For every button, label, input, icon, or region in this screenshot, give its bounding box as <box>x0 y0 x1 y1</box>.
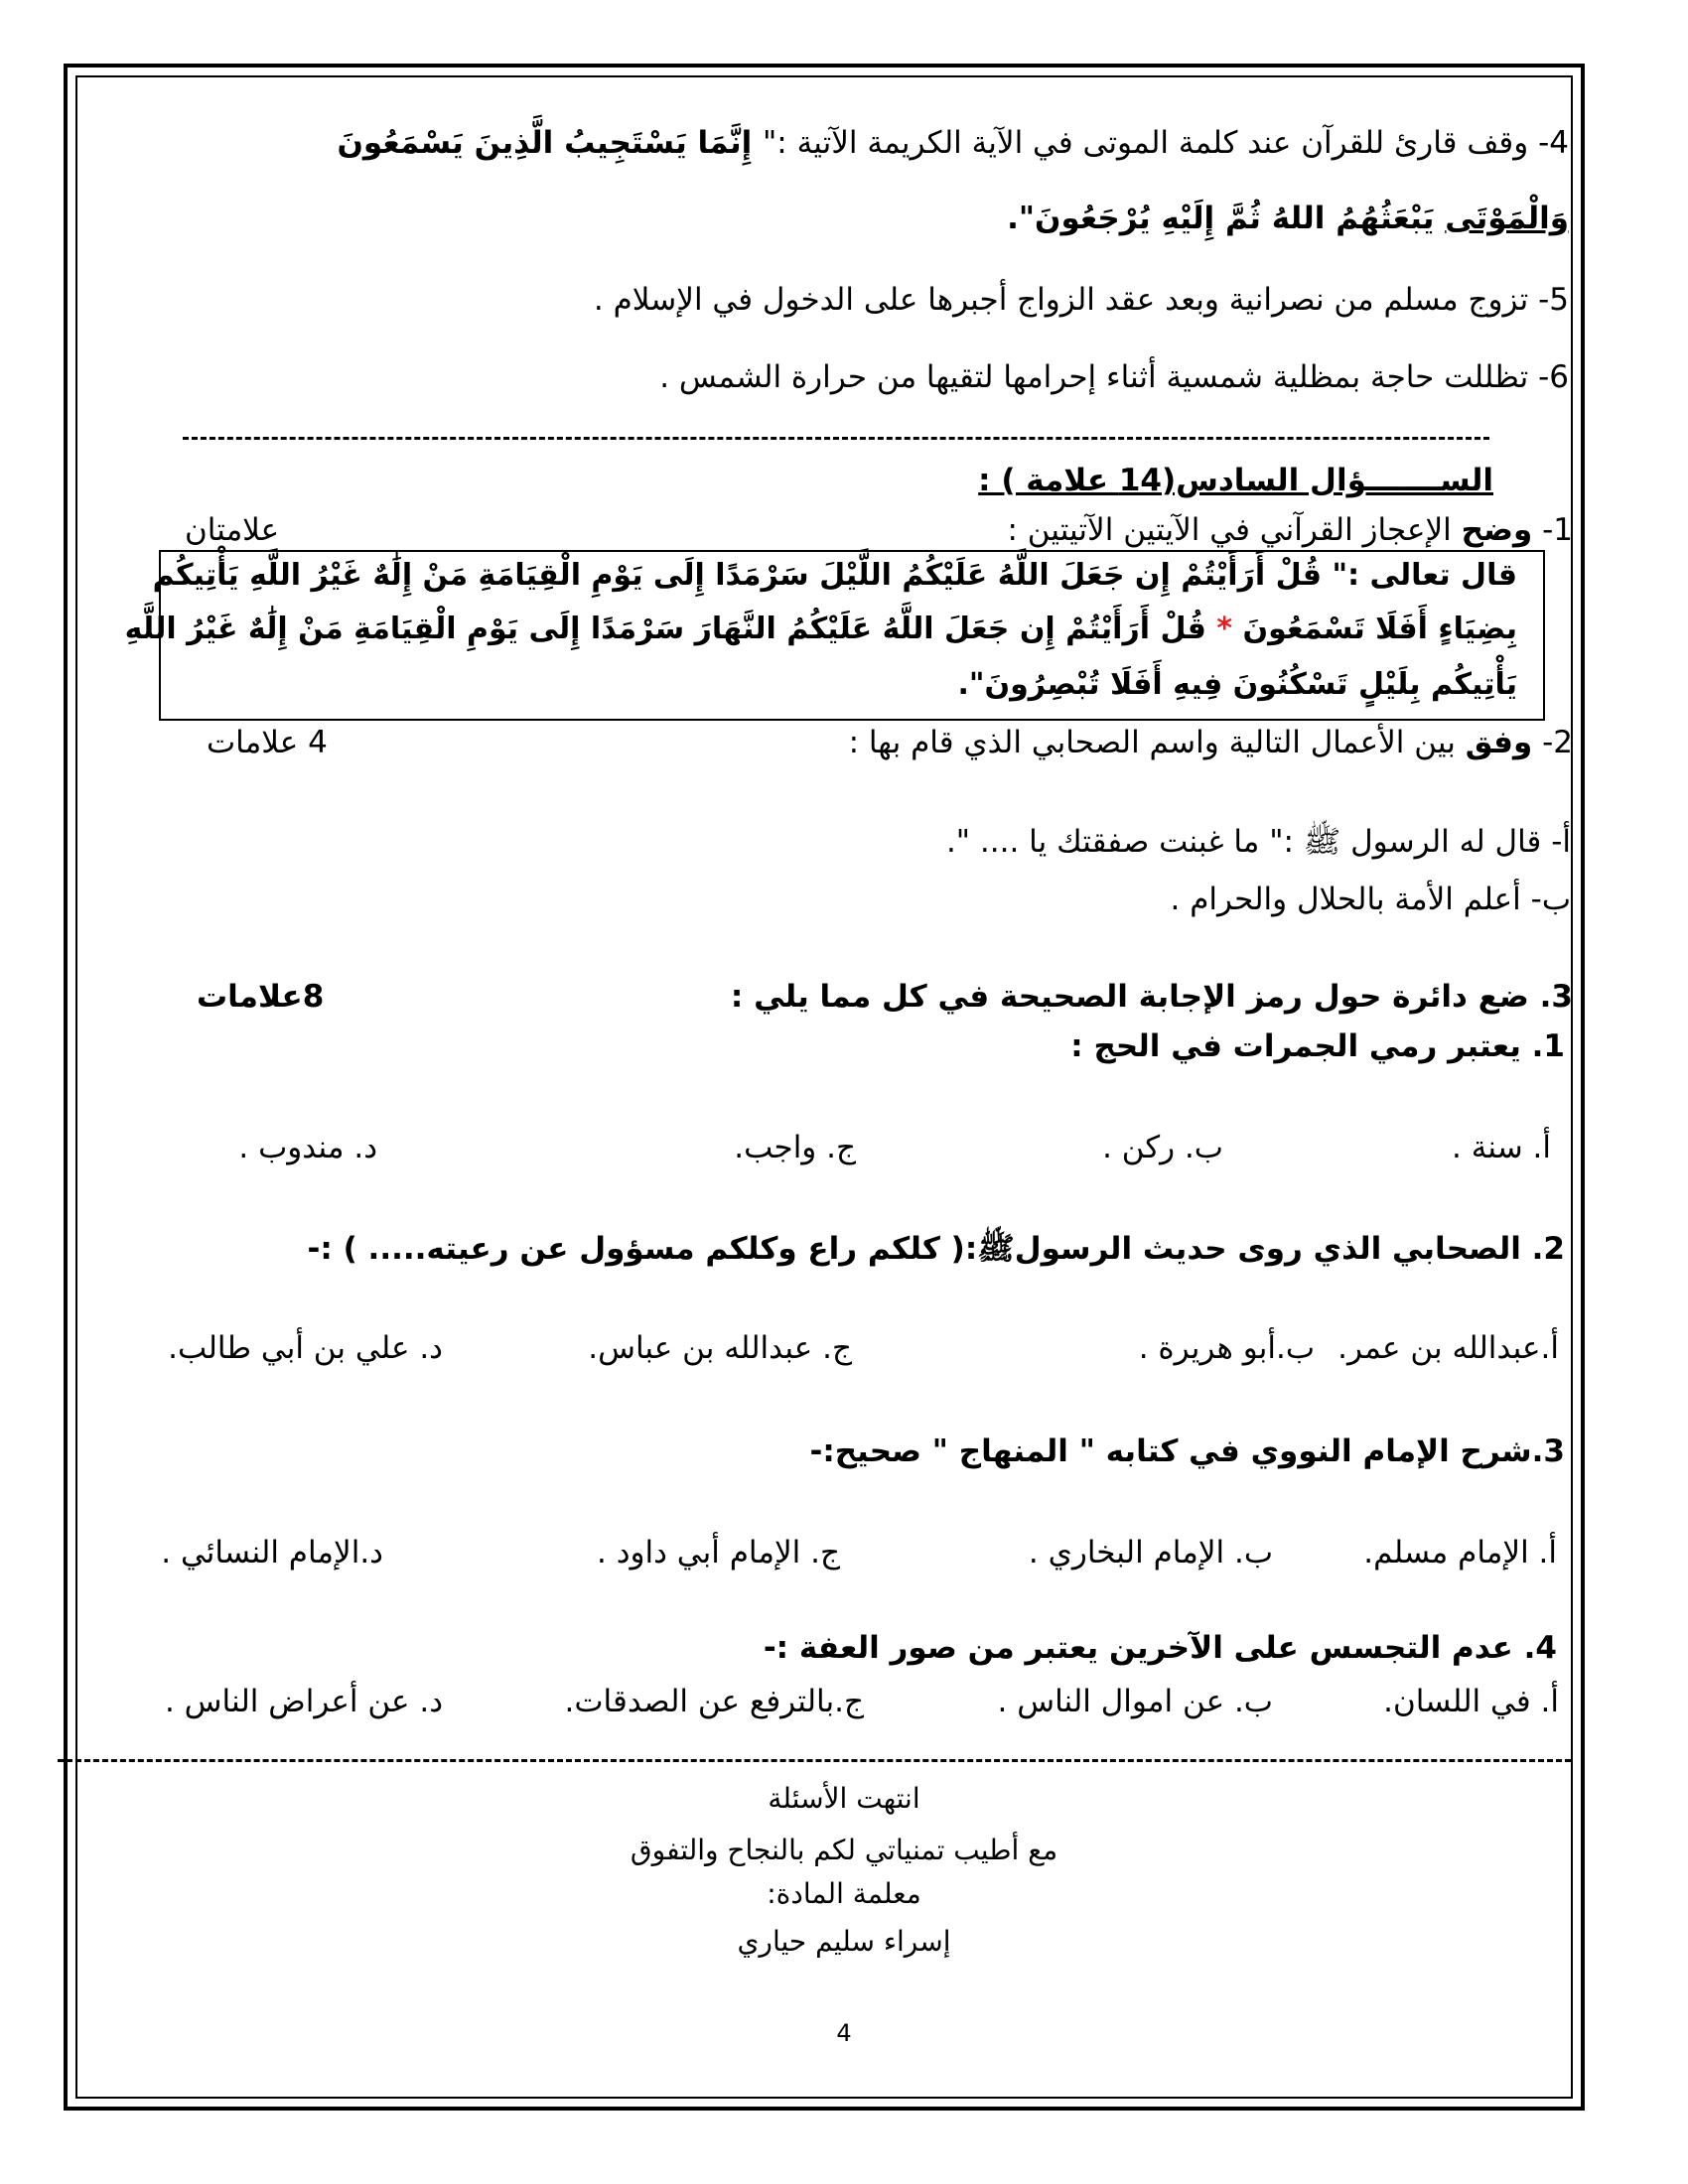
mcq-3-option-c[interactable]: ج. الإمام أبي داود . <box>597 1535 840 1570</box>
sub-question-1: 1- وضح الإعجاز القرآني في الآيتين الآتيتين : <box>1007 512 1573 548</box>
mcq-2-question: 2. الصحابي الذي روى حديث الرسولﷺ:( كلكم راع وكلكم مسؤول عن رعيته..... ) :- <box>307 1231 1565 1267</box>
mcq-2-option-d[interactable]: د. علي بن أبي طالب. <box>168 1330 443 1366</box>
mcq-2-option-c[interactable]: ج. عبدالله بن عباس. <box>588 1330 852 1366</box>
mcq-3-option-b[interactable]: ب. الإمام البخاري . <box>1028 1535 1273 1570</box>
divider-2 <box>58 1759 1571 1762</box>
mcq-2-option-b[interactable]: ب.أبو هريرة . <box>1138 1330 1315 1366</box>
verse-line-2: بِضِيَاءٍ أَفَلَا تَسْمَعُونَ * قُلْ أَرَأَيْتُمْ إِن جَعَلَ اللَّهُ عَلَيْكُمُ النَّهَارَ سَرْمَدًا إِلَى يَوْمِ الْقِيَامَةِ مَنْ إِلَٰهٌ غَيْرُ اللَّهِ <box>124 612 1517 646</box>
mcq-1-question: 1. يعتبر رمي الجمرات في الحج : <box>1070 1028 1565 1064</box>
mcq-1-option-a[interactable]: أ. سنة . <box>1452 1130 1551 1165</box>
mcq-3-option-a[interactable]: أ. الإمام مسلم. <box>1363 1535 1557 1570</box>
item-4-line-2: وَالْمَوْتَى يَبْعَثُهُمُ اللهُ ثُمَّ إِلَيْهِ يُرْجَعُونَ". <box>1007 201 1569 236</box>
mcq-4-option-d[interactable]: د. عن أعراض الناس . <box>164 1684 443 1719</box>
mcq-1-option-d[interactable]: د. مندوب . <box>238 1130 377 1165</box>
sub-question-3-marks: 8علامات <box>197 979 325 1015</box>
question-6-title: الســـــــؤال السادس(14 علامة ) : <box>978 463 1493 498</box>
item-6: 6- تظللت حاجة بمظلية شمسية أثناء إحرامها لتقيها من حرارة الشمس . <box>659 359 1569 395</box>
mcq-1-option-c[interactable]: ج. واجب. <box>734 1130 856 1165</box>
mcq-3-option-d[interactable]: د.الإمام النسائي . <box>161 1535 383 1570</box>
page-number: 4 <box>836 2019 852 2047</box>
item-5: 5- تزوج مسلم من نصرانية وبعد عقد الزواج أجبرها على الدخول في الإسلام . <box>593 282 1569 318</box>
mcq-2-option-a[interactable]: أ.عبدالله بن عمر. <box>1337 1330 1559 1366</box>
footer-teacher-label: معلمة المادة: <box>767 1877 921 1910</box>
footer-end-of-questions: انتهت الأسئلة <box>768 1782 920 1815</box>
verse-line-3: يَأْتِيكُم بِلَيْلٍ تَسْكُنُونَ فِيهِ أَفَلَا تُبْصِرُونَ". <box>957 667 1517 702</box>
sub-question-2-b: ب- أعلم الأمة بالحلال والحرام . <box>1170 882 1571 917</box>
mcq-3-question: 3.شرح الإمام النووي في كتابه " المنهاج " صحيح:- <box>809 1433 1565 1469</box>
footer-wishes: مع أطيب تمنياتي لكم بالنجاح والتفوق <box>630 1834 1058 1866</box>
sub-question-3-title: 3. ضع دائرة حول رمز الإجابة الصحيحة في كل مما يلي : <box>730 979 1573 1015</box>
sub-question-2-a: أ- قال له الرسول ﷺ :" ما غبنت صفقتك يا .... ". <box>945 824 1571 860</box>
mcq-1-option-b[interactable]: ب. ركن . <box>1102 1130 1223 1165</box>
item-4-line-1: 4- وقف قارئ للقرآن عند كلمة الموتى في الآية الكريمة الآتية :" إِنَّمَا يَسْتَجِيبُ الَّذِينَ يَسْمَعُونَ <box>337 125 1569 161</box>
sub-question-2-marks: 4 علامات <box>207 725 328 760</box>
mcq-4-question: 4. عدم التجسس على الآخرين يعتبر من صور العفة :- <box>763 1630 1557 1666</box>
divider-1 <box>183 437 1489 440</box>
mcq-4-option-c[interactable]: ج.بالترفع عن الصدقات. <box>564 1684 864 1719</box>
mcq-4-option-b[interactable]: ب. عن اموال الناس . <box>997 1684 1273 1719</box>
mcq-4-option-a[interactable]: أ. في اللسان. <box>1383 1684 1559 1719</box>
footer-teacher-name: إسراء سليم حياري <box>737 1925 951 1958</box>
sub-question-2: 2- وفق بين الأعمال التالية واسم الصحابي الذي قام بها : <box>848 725 1573 760</box>
verse-line-1: قال تعالى :" قُلْ أَرَأَيْتُمْ إِن جَعَلَ اللَّهُ عَلَيْكُمُ اللَّيْلَ سَرْمَدًا إِلَى يَوْمِ الْقِيَامَةِ مَنْ إِلَٰهٌ غَيْرُ اللَّهِ يَأْتِيكُم <box>152 558 1517 593</box>
sub-question-1-marks: علامتان <box>185 512 280 548</box>
